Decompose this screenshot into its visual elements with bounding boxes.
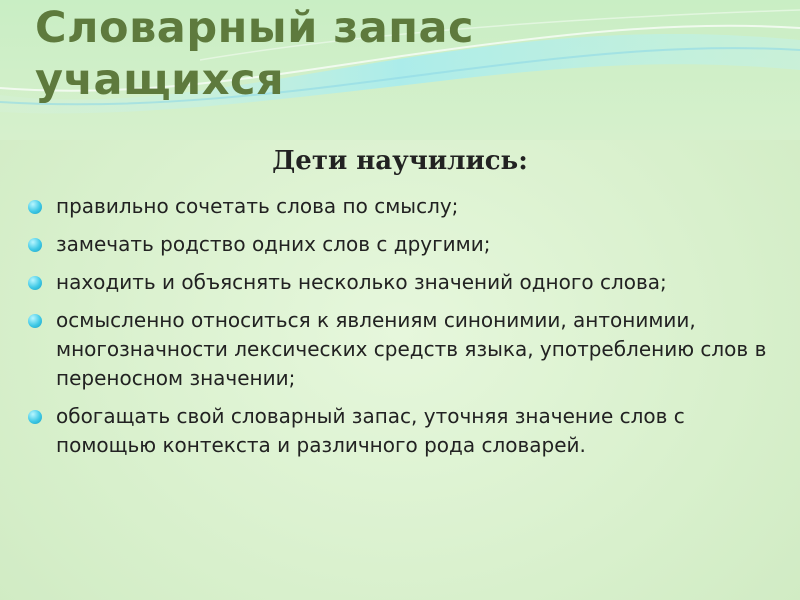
bullet-text: замечать родство одних слов с другими; <box>56 232 491 256</box>
bullet-text: находить и объяснять несколько значений одного слова; <box>56 270 667 294</box>
bullet-dot-icon <box>28 410 42 424</box>
bullet-item <box>28 268 788 297</box>
slide-title: Словарный запас учащихся <box>35 3 475 105</box>
bullet-dot-icon <box>28 276 42 290</box>
bullet-text: осмысленно относиться к явлениям синонимии, антонимии, многозначности лексических средств языка, употреблению слов в переносном значении; <box>56 308 767 390</box>
bullet-item <box>28 306 788 393</box>
bullet-item <box>28 192 788 221</box>
bullet-item <box>28 230 788 259</box>
bullet-dot-icon <box>28 238 42 252</box>
bullet-text: правильно сочетать слова по смыслу; <box>56 194 459 218</box>
bullet-dot-icon <box>28 200 42 214</box>
bullet-text: обогащать свой словарный запас, уточняя значение слов с помощью контекста и различного рода словарей. <box>56 404 685 457</box>
bullet-item <box>28 402 788 460</box>
slide-subtitle: Дети научились: <box>272 146 528 176</box>
bullet-list <box>28 192 788 469</box>
bullet-dot-icon <box>28 314 42 328</box>
